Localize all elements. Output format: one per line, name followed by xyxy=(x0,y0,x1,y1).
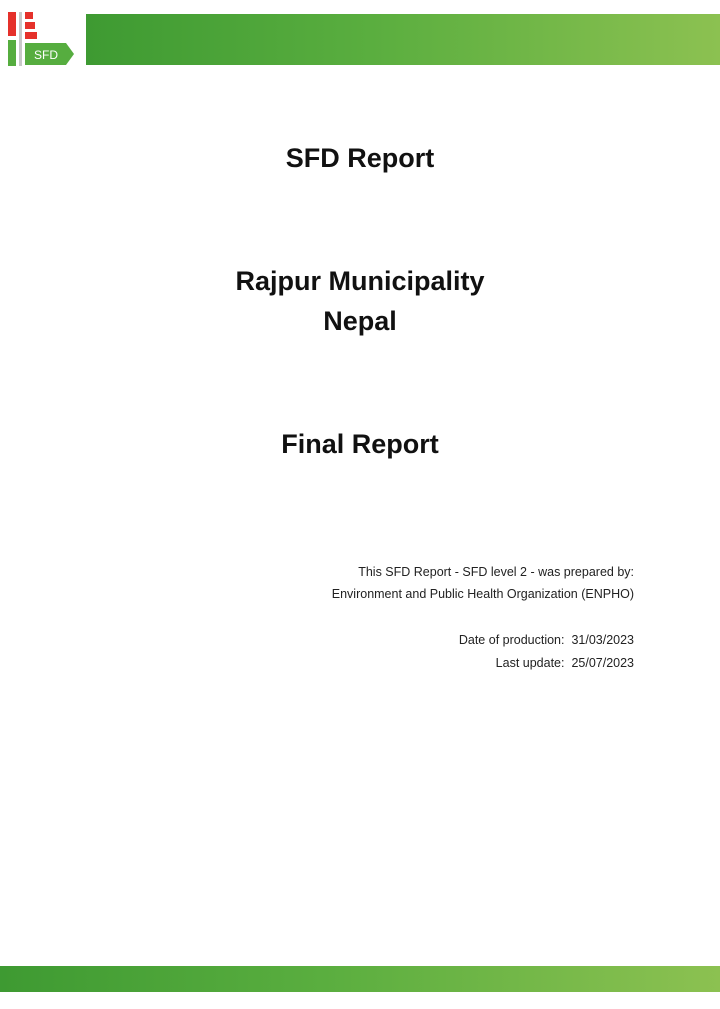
footer-green-bar xyxy=(0,966,720,992)
municipality-name: Rajpur Municipality xyxy=(235,266,485,296)
sfd-logo xyxy=(8,12,76,66)
report-status: Final Report xyxy=(281,429,439,459)
country-name: Nepal xyxy=(323,306,397,336)
organization-name: Environment and Public Health Organization (ENPHO) xyxy=(331,587,634,601)
report-title: SFD Report xyxy=(285,143,435,173)
prepared-by-line: This SFD Report - SFD level 2 - was prepared by: xyxy=(358,565,634,579)
production-label: Date of production: xyxy=(458,633,565,647)
logo-text: SFD xyxy=(34,48,58,62)
update-label: Last update: xyxy=(495,656,565,670)
update-date: 25/07/2023 xyxy=(571,656,634,670)
last-update-line xyxy=(496,656,634,670)
production-date: 31/03/2023 xyxy=(571,633,634,647)
header-green-bar xyxy=(86,14,720,65)
production-date-line xyxy=(459,633,634,647)
